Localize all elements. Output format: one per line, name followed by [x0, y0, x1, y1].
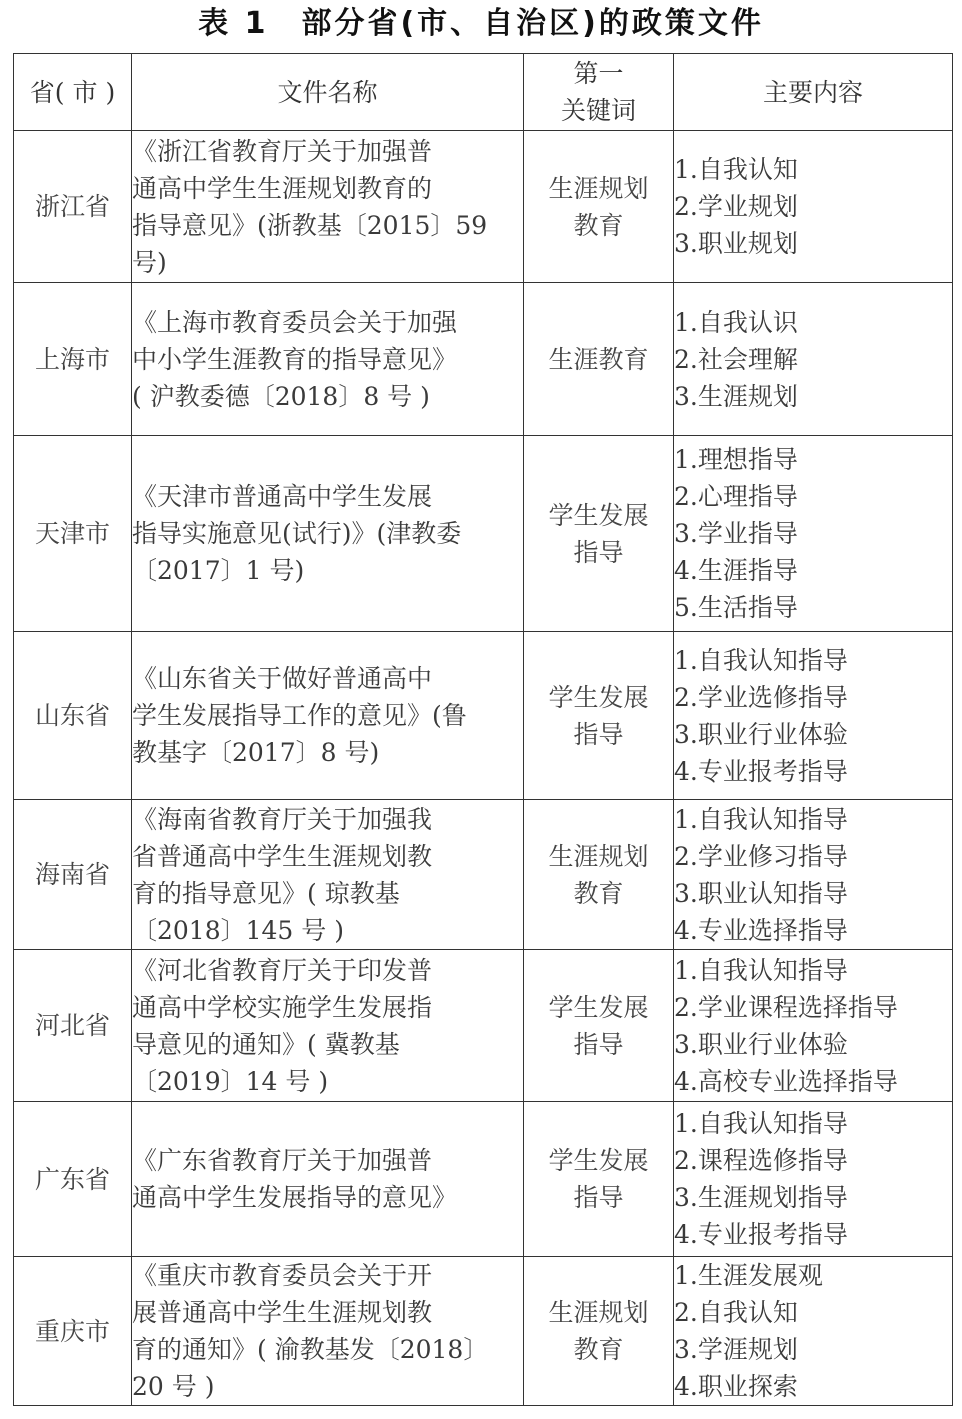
content-item: 1.自我认知指导 [674, 645, 848, 675]
document-name-line: 展普通高中学生生涯规划教 [132, 1298, 433, 1327]
keyword-cell [524, 800, 674, 950]
table-row [14, 436, 953, 632]
header-document: 文件名称 [132, 54, 524, 131]
content-item: 3.职业规划 [674, 229, 798, 258]
main-content-cell [674, 950, 953, 1102]
content-item: 3.学业指导 [674, 519, 798, 548]
document-name-line: 通高中学生生涯规划教育的 [132, 173, 433, 203]
header-content: 主要内容 [674, 54, 953, 131]
content-item: 1.理想指导 [674, 445, 798, 474]
main-content-cell [674, 283, 953, 436]
keyword-line: 学生发展 [548, 500, 649, 530]
content-item: 4.职业探索 [674, 1372, 798, 1401]
content-item: 2.自我认知 [674, 1298, 798, 1327]
document-name-line: 省普通高中学生生涯规划教 [132, 841, 433, 871]
content-item: 3.职业行业体验 [674, 719, 848, 749]
keyword-line: 指导 [573, 719, 624, 749]
keyword-cell [524, 283, 674, 436]
content-item: 4.生涯指导 [674, 556, 798, 585]
document-name-line: 通高中学生发展指导的意见》 [132, 1183, 458, 1212]
keyword-cell [524, 131, 674, 283]
main-content-cell [674, 131, 953, 283]
document-name-line: 号) [132, 247, 167, 277]
keyword-line: 学生发展 [548, 1146, 649, 1175]
province-cell: 河北省 [14, 950, 132, 1102]
content-item: 2.学业选修指导 [674, 682, 848, 712]
province-cell: 浙江省 [14, 131, 132, 283]
content-item: 4.专业选择指导 [674, 915, 848, 945]
content-item: 3.生涯规划指导 [674, 1183, 848, 1212]
document-name-line: 《上海市教育委员会关于加强 [132, 307, 458, 337]
table-row [14, 131, 953, 283]
main-content-cell [674, 1257, 953, 1406]
document-name-line: 《浙江省教育厅关于加强普 [132, 136, 433, 166]
document-name-line: 学生发展指导工作的意见》(鲁 [132, 701, 467, 730]
content-item: 5.生活指导 [674, 593, 798, 622]
document-name-cell [132, 800, 524, 950]
document-name-cell [132, 1102, 524, 1257]
main-content-cell [674, 1102, 953, 1257]
document-name-cell [132, 436, 524, 632]
document-name-cell [132, 283, 524, 436]
header-keyword [524, 54, 674, 131]
content-item: 4.专业报考指导 [674, 1220, 848, 1249]
keyword-line: 生涯规划 [548, 173, 649, 203]
header-province: 省( 市 ) [14, 54, 132, 131]
document-name-line: 导意见的通知》( 冀教基 [132, 1029, 400, 1059]
content-item: 2.心理指导 [674, 482, 798, 511]
document-name-line: 〔2018〕145 号 ) [132, 915, 344, 945]
content-item: 3.职业行业体验 [674, 1029, 848, 1059]
content-item: 2.学业修习指导 [674, 841, 848, 871]
document-name-line: ( 沪教委德〔2018〕8 号 ) [132, 381, 430, 411]
document-name-line: 教基字〔2017〕8 号) [132, 738, 380, 767]
content-item: 3.职业认知指导 [674, 878, 848, 908]
province-cell: 广东省 [14, 1102, 132, 1257]
content-item: 3.生涯规划 [674, 381, 798, 411]
keyword-line: 教育 [573, 210, 624, 240]
policy-table [13, 53, 953, 1406]
keyword-line: 指导 [573, 537, 624, 567]
content-item: 1.自我认知指导 [674, 1109, 848, 1138]
table-row [14, 1102, 953, 1257]
keyword-line: 生涯教育 [548, 344, 649, 374]
document-name-cell [132, 131, 524, 283]
header-row [14, 54, 953, 131]
document-name-line: 《海南省教育厅关于加强我 [132, 804, 433, 834]
keyword-line: 生涯规划 [548, 841, 649, 871]
table-row [14, 632, 953, 800]
keyword-line: 学生发展 [548, 992, 649, 1022]
document-name-line: 〔2017〕1 号) [132, 556, 305, 585]
province-cell: 上海市 [14, 283, 132, 436]
content-item: 1.自我认识 [674, 307, 798, 337]
document-name-line: 指导意见》(浙教基〔2015〕59 [132, 210, 488, 240]
keyword-cell [524, 950, 674, 1102]
province-cell: 重庆市 [14, 1257, 132, 1406]
content-item: 2.课程选修指导 [674, 1146, 848, 1175]
province-cell: 天津市 [14, 436, 132, 632]
keyword-line: 学生发展 [548, 682, 649, 712]
document-name-line: 《河北省教育厅关于印发普 [132, 955, 433, 985]
document-name-cell [132, 1257, 524, 1406]
document-name-cell [132, 950, 524, 1102]
document-name-line: 《山东省关于做好普通高中 [132, 664, 433, 693]
document-name-line: 指导实施意见(试行)》(津教委 [132, 519, 462, 548]
document-name-line: 《重庆市教育委员会关于开 [132, 1261, 433, 1290]
document-name-line: 育的指导意见》( 琼教基 [132, 878, 400, 908]
province-cell: 山东省 [14, 632, 132, 800]
content-item: 1.自我认知指导 [674, 804, 848, 834]
content-item: 1.自我认知 [674, 155, 798, 184]
table-row [14, 1257, 953, 1406]
main-content-cell [674, 632, 953, 800]
keyword-line: 教育 [573, 878, 624, 908]
content-item: 2.学业课程选择指导 [674, 992, 898, 1022]
document-name-line: 育的通知》( 渝教基发〔2018〕 [132, 1335, 489, 1364]
document-name-line: 〔2019〕14 号 ) [132, 1066, 329, 1096]
table-row [14, 283, 953, 436]
table-row [14, 950, 953, 1102]
content-item: 2.学业规划 [674, 192, 798, 221]
keyword-line: 生涯规划 [548, 1298, 649, 1327]
table-row [14, 800, 953, 950]
content-item: 4.专业报考指导 [674, 756, 848, 786]
document-name-line: 中小学生涯教育的指导意见》 [132, 344, 458, 374]
keyword-line: 指导 [573, 1183, 624, 1212]
header-keyword-line: 关键词 [560, 96, 636, 125]
keyword-line: 教育 [573, 1335, 624, 1364]
header-keyword-line: 第一 [573, 59, 624, 88]
content-item: 1.生涯发展观 [674, 1261, 823, 1290]
content-item: 4.高校专业选择指导 [674, 1066, 898, 1096]
main-content-cell [674, 800, 953, 950]
keyword-line: 指导 [573, 1029, 624, 1059]
document-name-line: 20 号 ) [132, 1372, 215, 1401]
keyword-cell [524, 436, 674, 632]
document-name-line: 《广东省教育厅关于加强普 [132, 1146, 433, 1175]
content-item: 2.社会理解 [674, 344, 798, 374]
content-item: 1.自我认知指导 [674, 955, 848, 985]
document-name-line: 通高中学校实施学生发展指 [132, 992, 433, 1022]
keyword-cell [524, 1102, 674, 1257]
main-content-cell [674, 436, 953, 632]
content-item: 3.学涯规划 [674, 1335, 798, 1364]
table-title: 表 1 部分省(市、自治区)的政策文件 [198, 6, 764, 41]
province-cell: 海南省 [14, 800, 132, 950]
document-name-cell [132, 632, 524, 800]
keyword-cell [524, 1257, 674, 1406]
document-name-line: 《天津市普通高中学生发展 [132, 482, 433, 511]
keyword-cell [524, 632, 674, 800]
